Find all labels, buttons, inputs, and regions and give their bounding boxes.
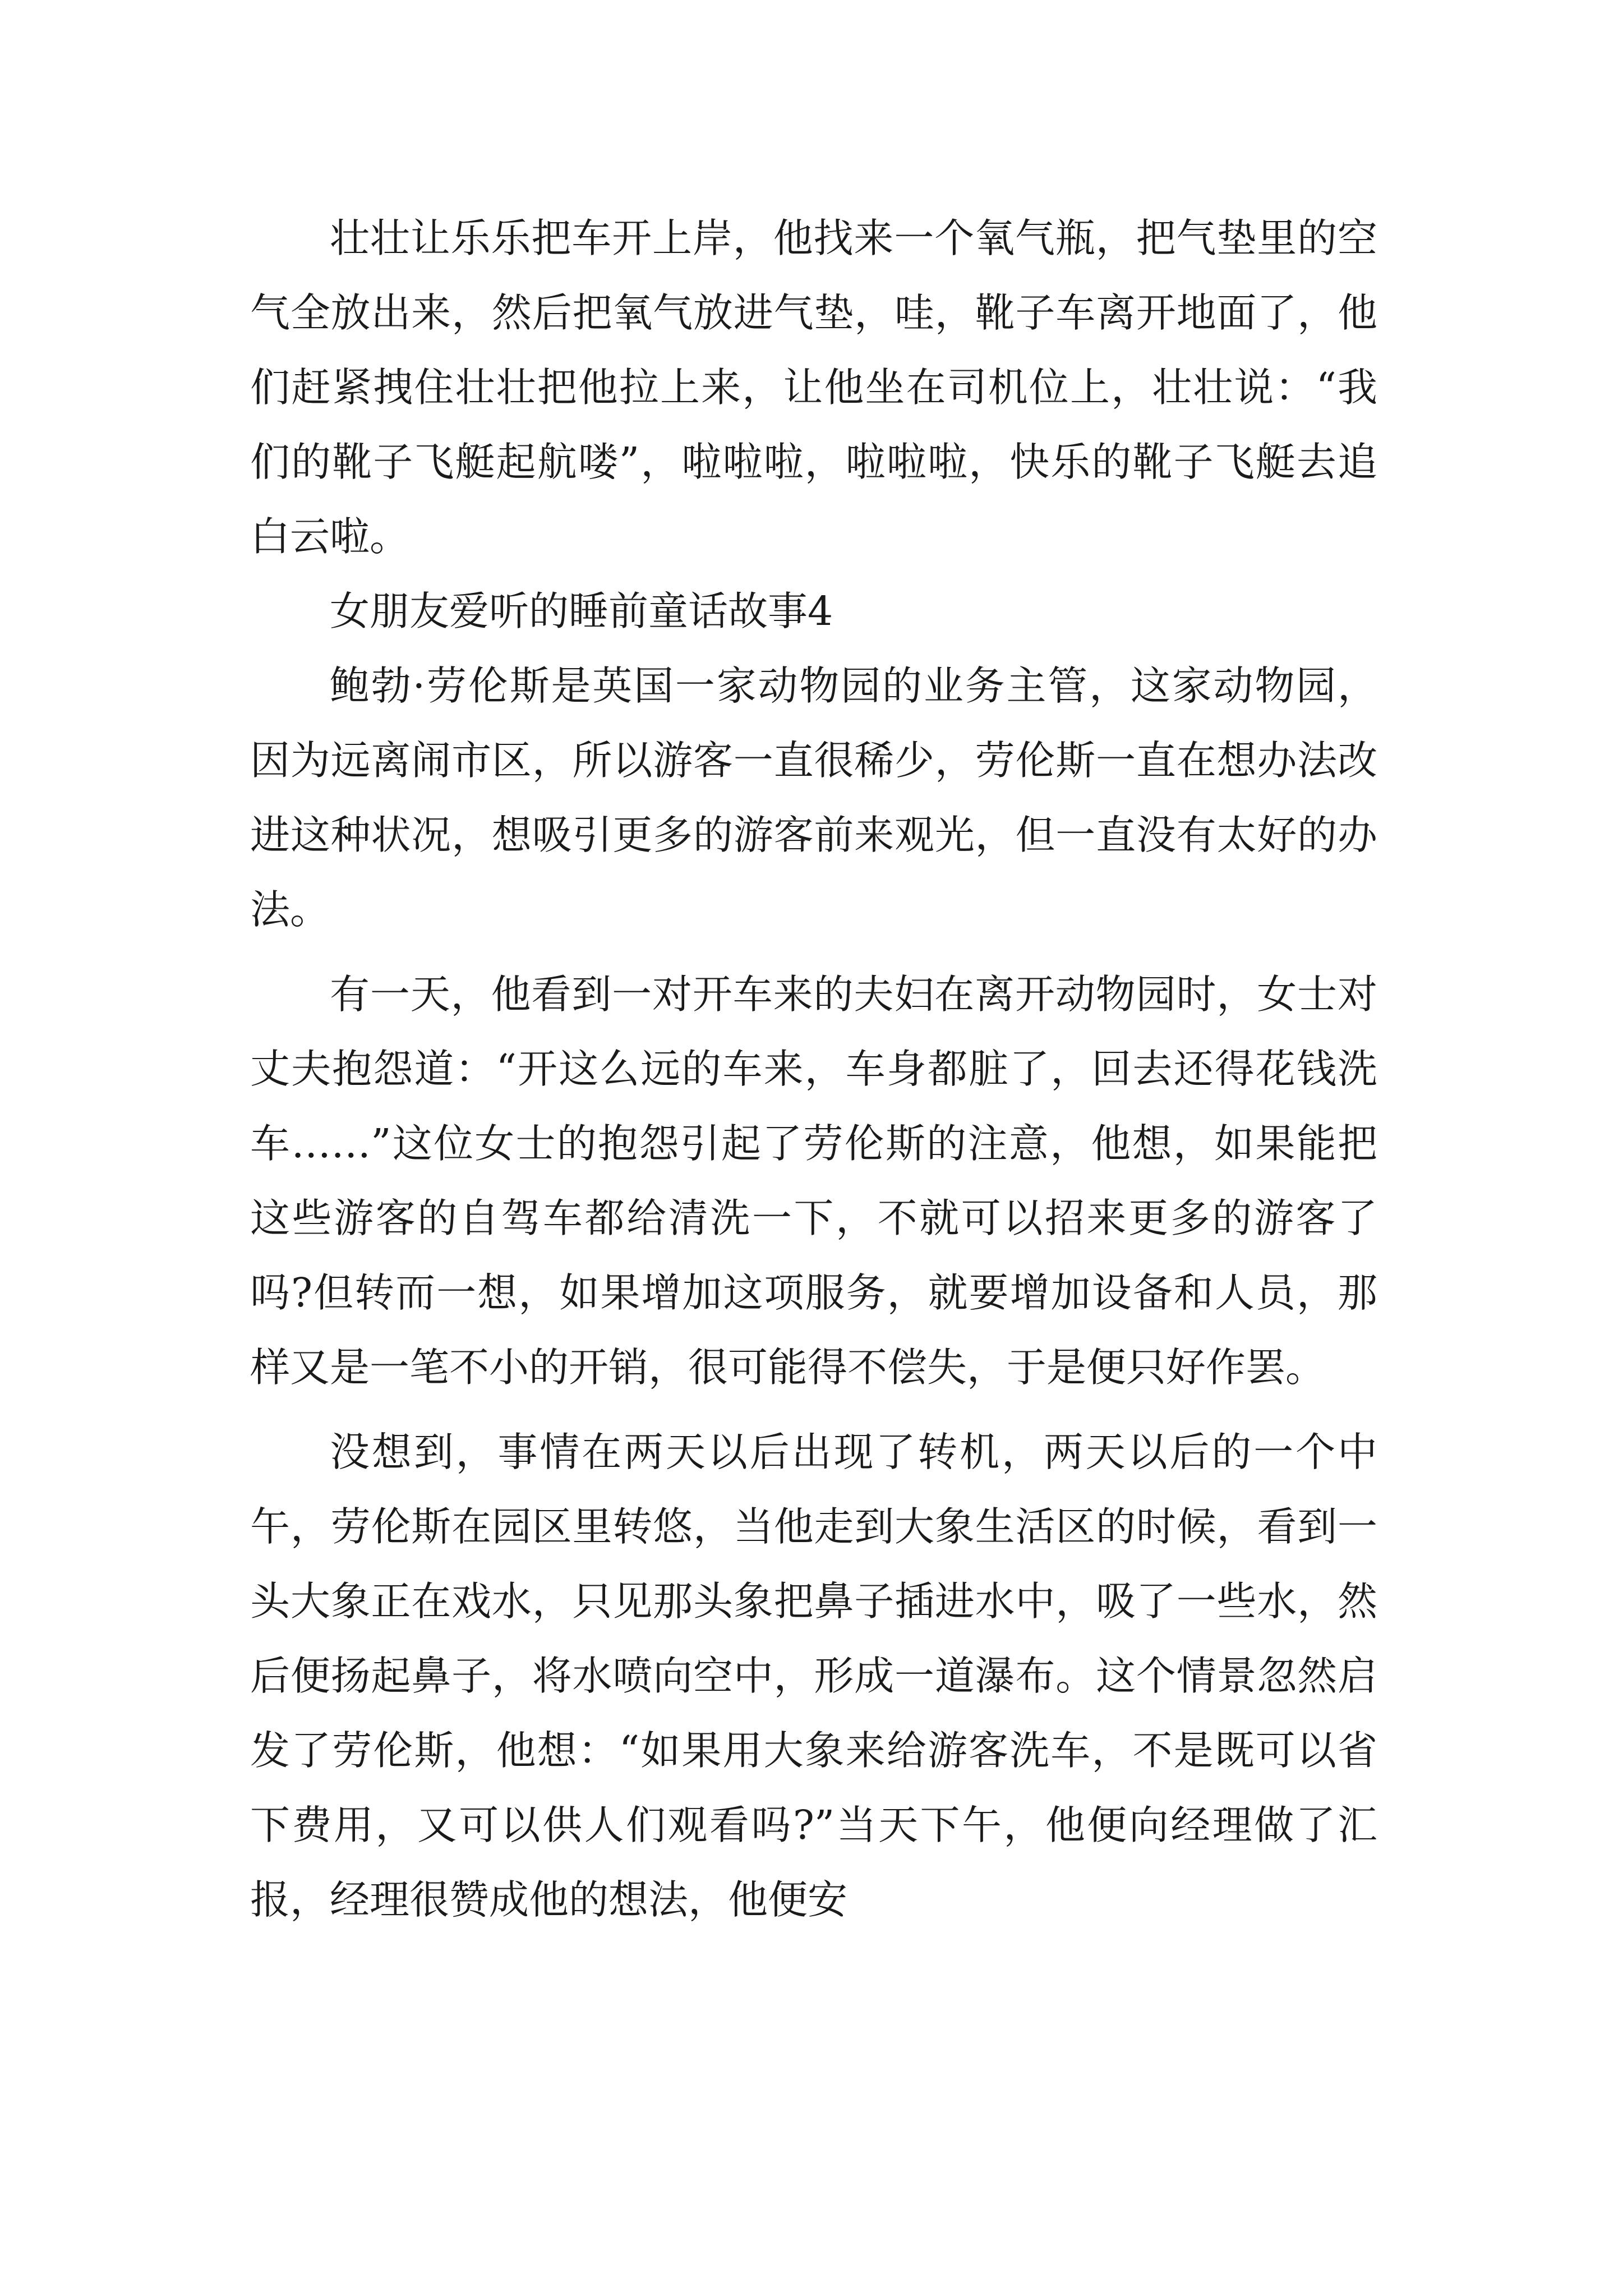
paragraph-lawrence-intro: 鲍勃·劳伦斯是英国一家动物园的业务主管，这家动物园，因为远离闹市区，所以游客一直很稀少，劳伦斯一直在想办法改进这种状况，想吸引更多的游客前来观光，但一直没有太好的办法。 <box>250 662 1377 933</box>
paragraph-couple-complaint: 有一天，他看到一对开车来的夫妇在离开动物园时，女士对丈夫抱怨道：“开这么远的车来，车身都脏了，回去还得花钱洗车……”这位女士的抱怨引起了劳伦斯的注意，他想，如果能把这些游客的自驾车都给清洗一下，不就可以招来更多的游客了吗?但转而一想，如果增加这项服务，就要增加设备和人员，那样又是一笔不小的开销，很可能得不偿失，于是便只好作罢。 <box>250 971 1377 1391</box>
story-heading: 女朋友爱听的睡前童话故事4 <box>330 588 833 634</box>
document-body <box>250 201 1377 1937</box>
paragraph-elephant-idea: 没想到，事情在两天以后出现了转机，两天以后的一个中午，劳伦斯在园区里转悠，当他走到大象生活区的时候，看到一头大象正在戏水，只见那头象把鼻子插进水中，吸了一些水，然后便扬起鼻子，将水喷向空中，形成一道瀑布。这个情景忽然启发了劳伦斯，他想：“如果用大象来给游客洗车，不是既可以省下费用，又可以供人们观看吗?”当天下午，他便向经理做了汇报，经理很赞成他的想法，他便安 <box>250 1429 1377 1923</box>
paragraph-boots-airship: 壮壮让乐乐把车开上岸，他找来一个氧气瓶，把气垫里的空气全放出来，然后把氧气放进气垫，哇，靴子车离开地面了，他们赶紧拽住壮壮把他拉上来，让他坐在司机位上，壮壮说：“我们的靴子飞艇起航喽”，啦啦啦，啦啦啦，快乐的靴子飞艇去追白云啦。 <box>250 215 1377 560</box>
